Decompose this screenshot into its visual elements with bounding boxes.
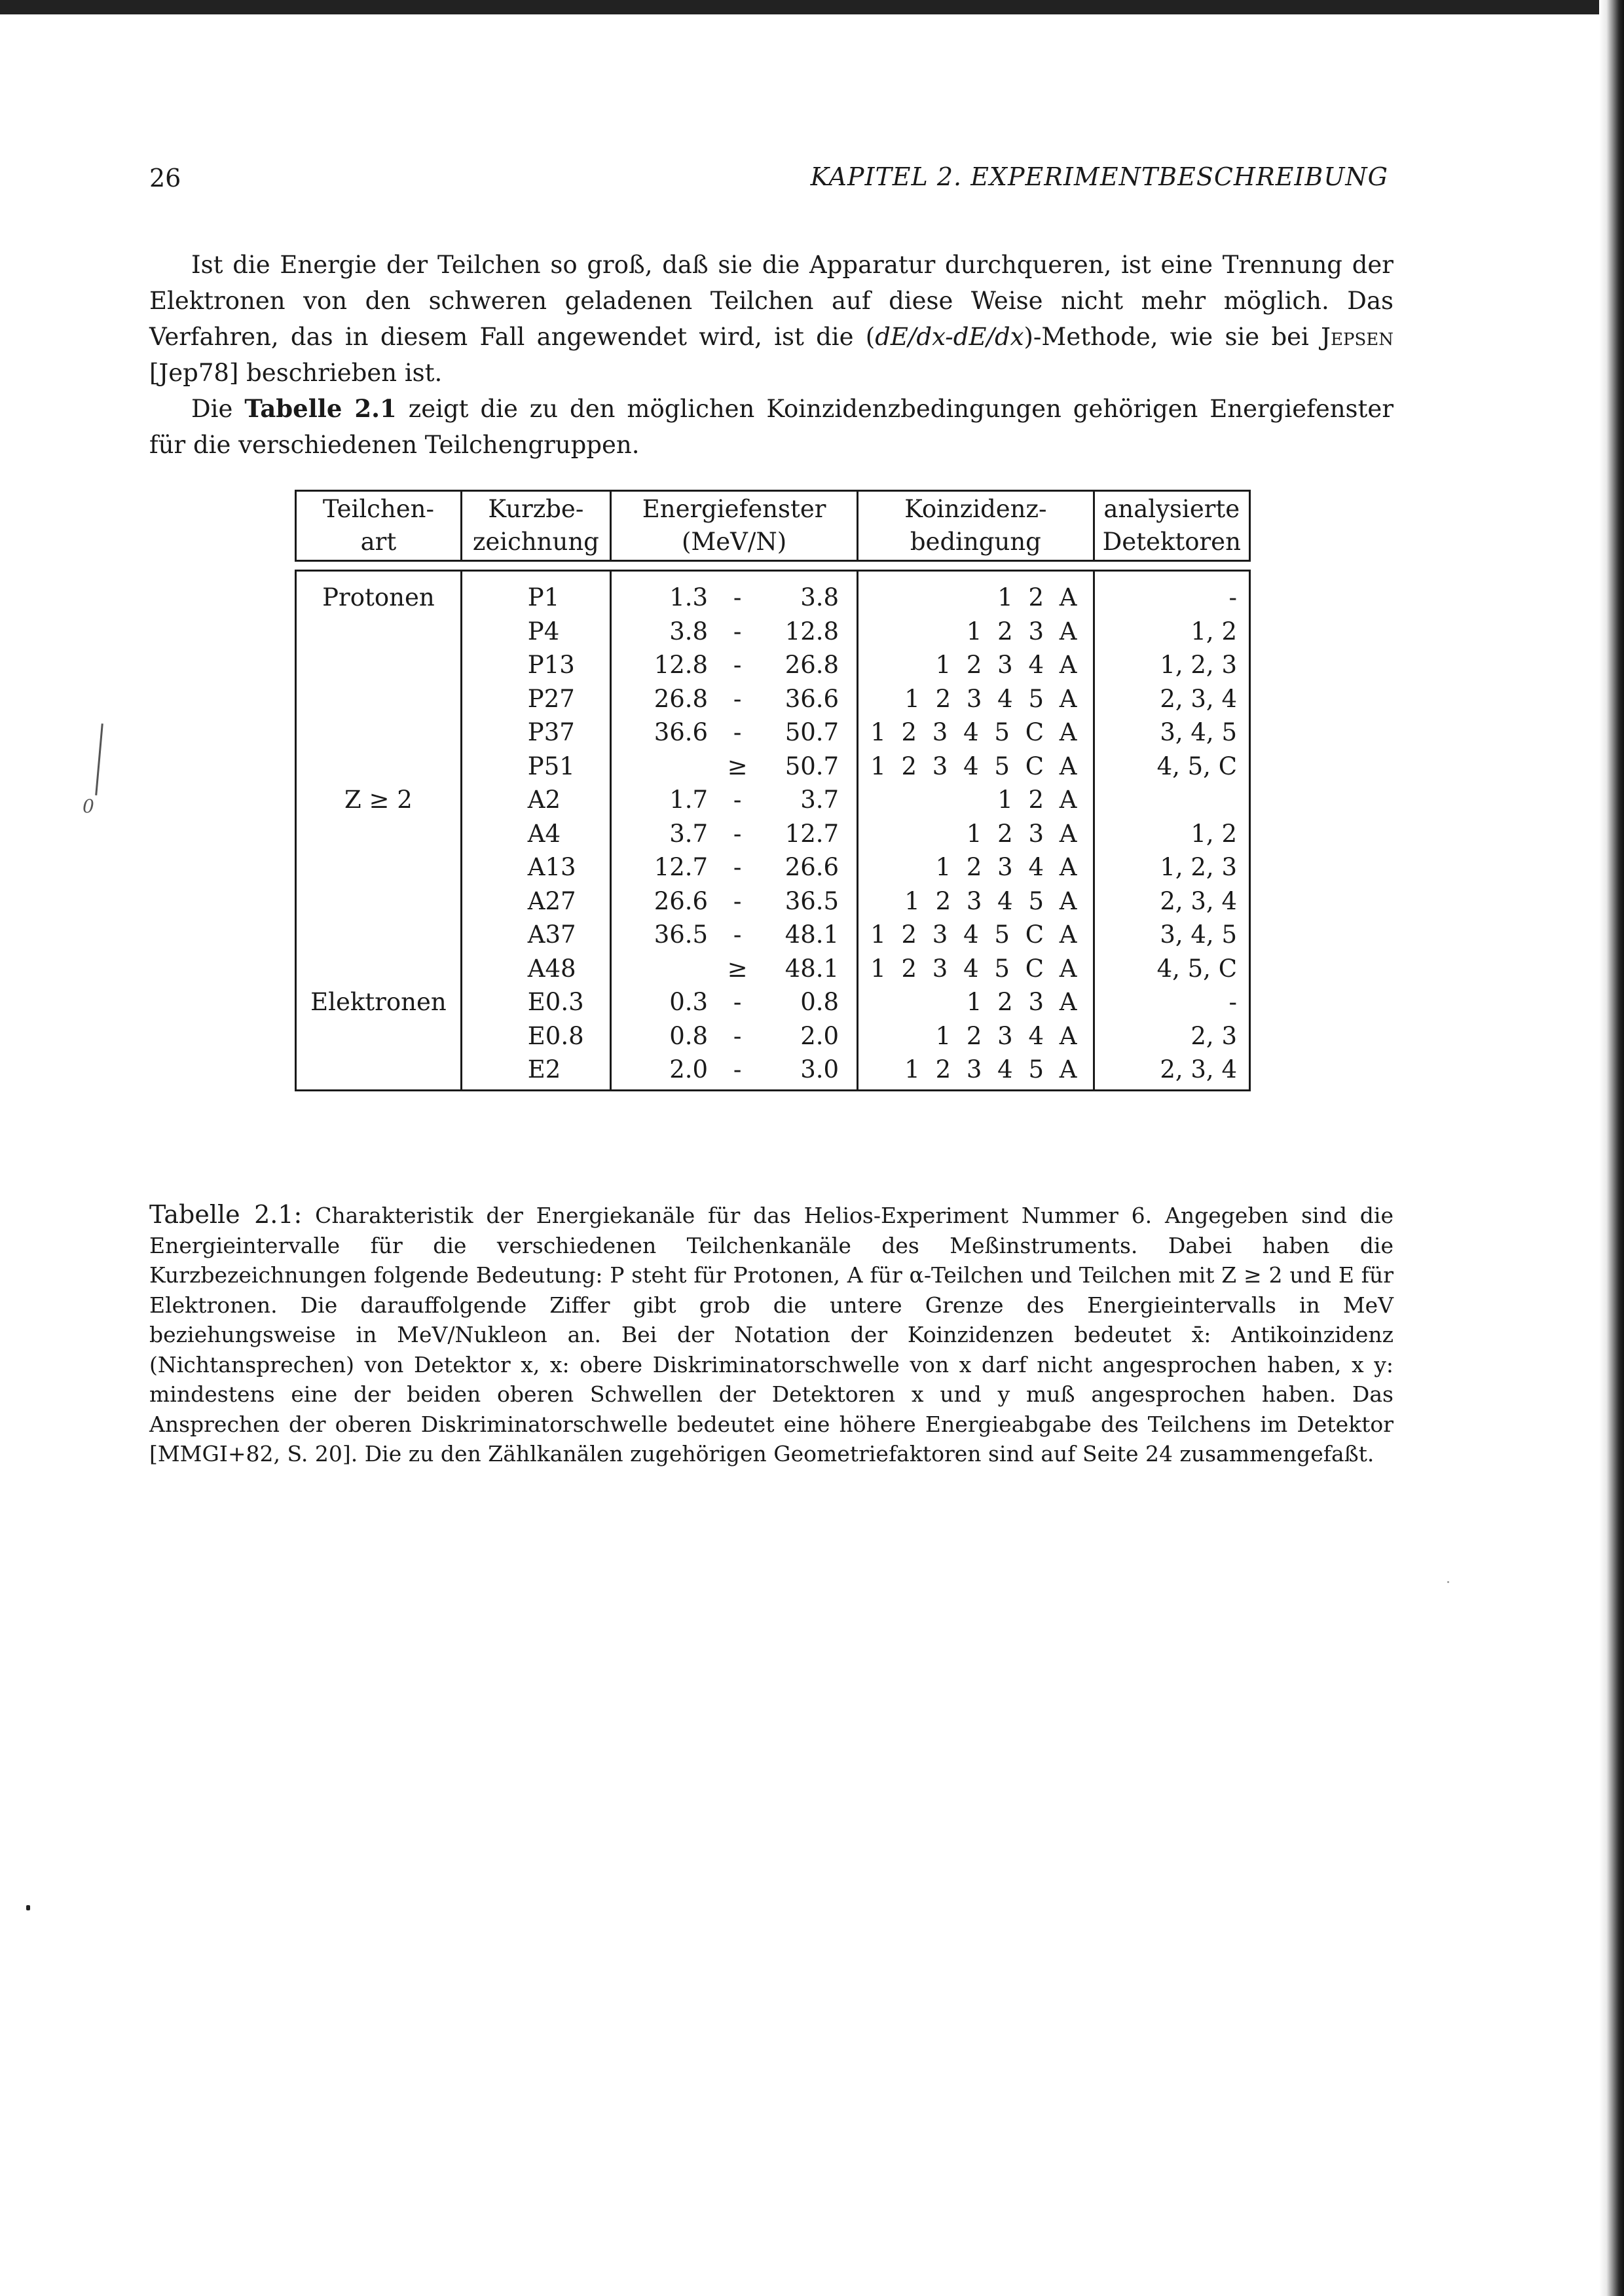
cell-detektoren: [1094, 783, 1249, 817]
energy-operator: -: [733, 819, 742, 848]
cell-energiefenster: [610, 985, 857, 1019]
energy-high: 26.8: [784, 651, 840, 679]
energy-high: 0.8: [800, 988, 840, 1016]
cell-detektoren: 2, 3, 4: [1094, 682, 1249, 716]
energy-operator: -: [733, 886, 742, 915]
cell-kurzbezeichnung: P37: [461, 716, 610, 750]
cell-koinzidenz: 1 2 3 4 A: [858, 850, 1094, 884]
energy-high: 3.7: [800, 786, 840, 814]
cell-energiefenster: [610, 884, 857, 919]
cell-koinzidenz: 1 2 3 4 5 C A: [858, 750, 1094, 784]
cell-detektoren: 2, 3, 4: [1094, 1053, 1249, 1090]
table-body: [296, 571, 1250, 1091]
cell-teilchenart: [296, 817, 462, 851]
energy-low: 2.0: [669, 1055, 709, 1084]
cell-detektoren: 3, 4, 5: [1094, 716, 1249, 750]
cell-koinzidenz: 1 2 3 4 5 A: [858, 884, 1094, 919]
cell-energiefenster: [610, 783, 857, 817]
cell-detektoren: 4, 5, C: [1094, 750, 1249, 784]
table-row: [296, 716, 1250, 750]
energy-low: 12.7: [654, 853, 709, 881]
page-number: 26: [149, 164, 181, 192]
table-row: [296, 571, 1250, 615]
para1-after: [Jep78] beschrieben ist.: [149, 359, 443, 387]
energy-operator: -: [733, 684, 742, 713]
energy-operator: -: [733, 583, 742, 611]
cell-kurzbezeichnung: P13: [461, 648, 610, 682]
cell-teilchenart: [296, 1053, 462, 1090]
energy-operator: ≥: [727, 752, 748, 780]
para1-math: dE/dx-dE/dx: [875, 323, 1024, 351]
cell-kurzbezeichnung: A13: [461, 850, 610, 884]
cell-kurzbezeichnung: A48: [461, 952, 610, 986]
table-row: [296, 918, 1250, 952]
cell-energiefenster: [610, 571, 857, 615]
header-kurzbezeichnung: Kurzbe- zeichnung: [461, 491, 610, 561]
energy-high: 12.8: [784, 617, 840, 646]
cell-energiefenster: [610, 716, 857, 750]
cell-kurzbezeichnung: P4: [461, 615, 610, 649]
cell-koinzidenz: 1 2 3 A: [858, 817, 1094, 851]
energy-high: 50.7: [784, 718, 840, 746]
cell-detektoren: 1, 2: [1094, 817, 1249, 851]
para2-after: zeigt die zu den möglichen Koinzidenzbedingungen gehörigen Energiefenster für die verschiedenen Teilchengruppen.: [149, 395, 1393, 459]
running-head: KAPITEL 2. EXPERIMENTBESCHREIBUNG: [810, 162, 1388, 191]
cell-koinzidenz: 1 2 3 4 5 C A: [858, 952, 1094, 986]
table-header-row: [296, 491, 1250, 561]
cell-koinzidenz: 1 2 3 A: [858, 615, 1094, 649]
energy-operator: -: [733, 1055, 742, 1084]
cell-teilchenart: [296, 850, 462, 884]
energy-channel-table: [295, 490, 1251, 1091]
header-detektoren: analysierte Detektoren: [1094, 491, 1249, 561]
energy-low: 3.8: [669, 617, 709, 646]
cell-kurzbezeichnung: A27: [461, 884, 610, 919]
energy-low: 36.5: [654, 920, 709, 949]
table-row: [296, 682, 1250, 716]
energy-low: 1.7: [669, 786, 709, 814]
cell-teilchenart: [296, 952, 462, 986]
cell-energiefenster: [610, 1019, 857, 1053]
cell-teilchenart: [296, 648, 462, 682]
energy-high: 26.6: [784, 853, 840, 881]
cell-koinzidenz: 1 2 3 4 A: [858, 1019, 1094, 1053]
energy-low: 1.3: [669, 583, 709, 611]
energy-high: 48.1: [784, 920, 840, 949]
cell-teilchenart: [296, 1019, 462, 1053]
table-row: [296, 1053, 1250, 1090]
header-energiefenster: Energiefenster (MeV/N): [610, 491, 857, 561]
cell-teilchenart: [296, 918, 462, 952]
energy-high: 36.6: [784, 684, 840, 713]
energy-low: 26.6: [654, 886, 709, 915]
table-row: [296, 783, 1250, 817]
energy-low: 36.6: [654, 718, 709, 746]
energy-high: 50.7: [784, 752, 840, 780]
cell-koinzidenz: 1 2 A: [858, 783, 1094, 817]
table-row: [296, 648, 1250, 682]
cell-energiefenster: [610, 615, 857, 649]
cell-energiefenster: [610, 750, 857, 784]
table-row: [296, 750, 1250, 784]
table-row: [296, 615, 1250, 649]
energy-operator: -: [733, 1021, 742, 1050]
cell-teilchenart: [296, 884, 462, 919]
paragraph-2: [149, 391, 1393, 463]
table-row: [296, 985, 1250, 1019]
energy-operator: -: [733, 786, 742, 814]
energy-low: 0.8: [669, 1021, 709, 1050]
cell-koinzidenz: 1 2 3 4 A: [858, 648, 1094, 682]
energy-low: 3.7: [669, 819, 709, 848]
header-teilchenart: Teilchen- art: [296, 491, 462, 561]
energy-high: 3.0: [800, 1055, 840, 1084]
para2-before: Die: [191, 395, 245, 423]
cell-teilchenart: Protonen: [296, 571, 462, 615]
energy-operator: -: [733, 651, 742, 679]
scan-dot: [26, 1905, 30, 1910]
cell-kurzbezeichnung: E0.3: [461, 985, 610, 1019]
energy-low: 26.8: [654, 684, 709, 713]
cell-energiefenster: [610, 682, 857, 716]
energy-operator: -: [733, 920, 742, 949]
cell-koinzidenz: 1 2 3 4 5 C A: [858, 716, 1094, 750]
cell-teilchenart: Z ≥ 2: [296, 783, 462, 817]
energy-operator: ≥: [727, 954, 748, 983]
cell-kurzbezeichnung: P27: [461, 682, 610, 716]
energy-operator: -: [733, 718, 742, 746]
cell-energiefenster: [610, 1053, 857, 1090]
cell-kurzbezeichnung: E0.8: [461, 1019, 610, 1053]
cell-energiefenster: [610, 952, 857, 986]
energy-high: 36.5: [784, 886, 840, 915]
cell-kurzbezeichnung: A37: [461, 918, 610, 952]
energy-high: 48.1: [784, 954, 840, 983]
cell-detektoren: -: [1094, 985, 1249, 1019]
table: [295, 490, 1251, 1091]
table-row: [296, 817, 1250, 851]
cell-teilchenart: [296, 615, 462, 649]
header-koinzidenz: Koinzidenz- bedingung: [858, 491, 1094, 561]
cell-kurzbezeichnung: P1: [461, 571, 610, 615]
scan-border-right: [1599, 0, 1624, 2296]
cell-kurzbezeichnung: E2: [461, 1053, 610, 1090]
caption-text: Charakteristik der Energiekanäle für das Helios-Experiment Nummer 6. Angegeben sind die Energieintervalle für die verschiedenen Teilchenkanäle des Meßinstruments. Dabei haben die Kurzbezeichnungen folgende Bedeutung: P steht für Protonen, A für α-Teilchen und Teilchen mit Z ≥ 2 und E für Elektronen. Die darauffolgende Ziffer gibt grob die untere Grenze des Energieintervalls in MeV beziehungsweise in MeV/Nukleon an. Bei der Notation der Koinzidenzen bedeutet x̄: Antikoinzidenz (Nichtansprechen) von Detektor x, x: obere Diskriminatorschwelle von x darf nicht angesprochen haben, x y: mindestens eine der beiden oberen Schwellen der Detektoren x und y muß angesprochen haben. Das Ansprechen der oberen Diskriminatorschwelle bedeutet eine höhere Energieabgabe des Teilchens im Detektor [MMGI+82, S. 20]. Die zu den Zählkanälen zugehörigen Geometriefaktoren sind auf Seite 24 zusammengefaßt.: [149, 1203, 1393, 1467]
cell-detektoren: 1, 2: [1094, 615, 1249, 649]
margin-note: 0: [83, 795, 94, 817]
table-row: [296, 952, 1250, 986]
scan-speck: [1447, 1581, 1449, 1583]
table-row: [296, 850, 1250, 884]
energy-low: 0.3: [669, 988, 709, 1016]
cell-teilchenart: [296, 716, 462, 750]
para1-middle: )-Methode, wie sie bei: [1024, 323, 1321, 351]
cell-teilchenart: [296, 682, 462, 716]
energy-high: 12.7: [784, 819, 840, 848]
para2-table-ref: Tabelle 2.1: [244, 394, 397, 423]
cell-detektoren: 1, 2, 3: [1094, 648, 1249, 682]
cell-kurzbezeichnung: A4: [461, 817, 610, 851]
cell-detektoren: 2, 3: [1094, 1019, 1249, 1053]
energy-operator: -: [733, 988, 742, 1016]
energy-operator: -: [733, 853, 742, 881]
cell-energiefenster: [610, 817, 857, 851]
cell-koinzidenz: 1 2 3 4 5 A: [858, 1053, 1094, 1090]
cell-detektoren: 1, 2, 3: [1094, 850, 1249, 884]
table-caption: [149, 1200, 1393, 1469]
cell-koinzidenz: 1 2 3 4 5 C A: [858, 918, 1094, 952]
caption-label: Tabelle 2.1:: [149, 1200, 303, 1229]
cell-teilchenart: [296, 750, 462, 784]
para1-author: Jepsen: [1321, 323, 1393, 351]
paragraph-1: [149, 247, 1393, 391]
cell-koinzidenz: 1 2 3 4 5 A: [858, 682, 1094, 716]
energy-high: 3.8: [800, 583, 840, 611]
cell-kurzbezeichnung: P51: [461, 750, 610, 784]
cell-kurzbezeichnung: A2: [461, 783, 610, 817]
cell-detektoren: 2, 3, 4: [1094, 884, 1249, 919]
energy-low: 12.8: [654, 651, 709, 679]
cell-teilchenart: Elektronen: [296, 985, 462, 1019]
cell-energiefenster: [610, 850, 857, 884]
cell-koinzidenz: 1 2 3 A: [858, 985, 1094, 1019]
energy-high: 2.0: [800, 1021, 840, 1050]
para1-before: Ist die Energie der Teilchen so groß, daß sie die Apparatur durchqueren, ist eine Trennung der Elektronen von den schweren geladenen Teilchen auf diese Weise nicht mehr möglich. Das Verfahren, das in diesem Fall angewendet wird, ist die (: [149, 251, 1393, 351]
margin-pencil-mark: [95, 723, 103, 795]
cell-detektoren: -: [1094, 571, 1249, 615]
cell-energiefenster: [610, 918, 857, 952]
cell-detektoren: 3, 4, 5: [1094, 918, 1249, 952]
table-row: [296, 884, 1250, 919]
cell-energiefenster: [610, 648, 857, 682]
table-row: [296, 1019, 1250, 1053]
energy-operator: -: [733, 617, 742, 646]
cell-detektoren: 4, 5, C: [1094, 952, 1249, 986]
cell-koinzidenz: 1 2 A: [858, 571, 1094, 615]
scan-border-top: [0, 0, 1624, 14]
